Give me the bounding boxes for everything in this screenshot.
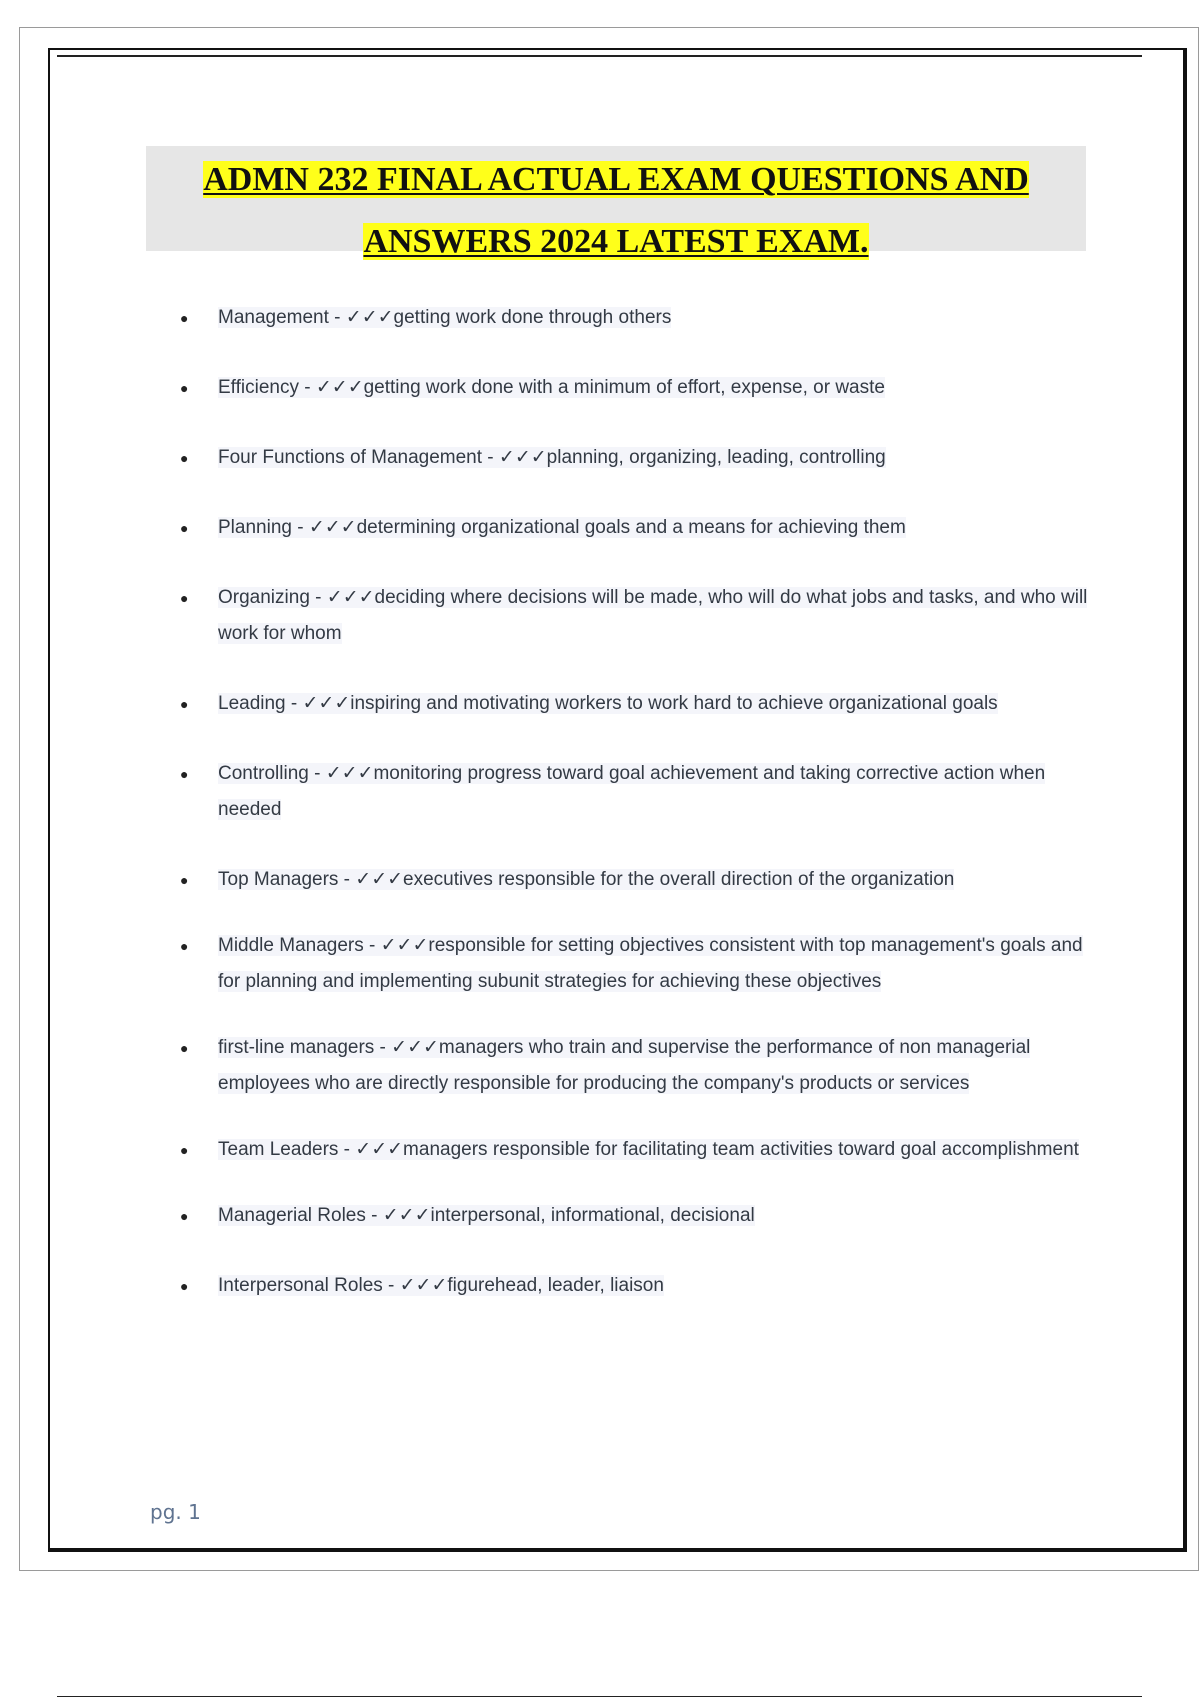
bullet-icon: ● [180,590,189,606]
bullet-icon: ● [180,1278,189,1294]
list-item [178,756,1088,828]
list-item [178,1198,1088,1234]
list-item [178,370,1088,406]
list-item [178,686,1088,722]
top-rule-divider [57,55,1142,57]
list-item [178,1268,1088,1304]
list-item-text: Leading - ✓✓✓inspiring and motivating workers to work hard to achieve organizational goals [218,693,998,714]
list-item-text: Middle Managers - ✓✓✓responsible for setting objectives consistent with top management's goals and for planning and implementing subunit strategies for achieving these objectives [218,935,1083,992]
bullet-icon: ● [180,1142,189,1158]
list-item-text: first-line managers - ✓✓✓managers who train and supervise the performance of non managerial employees who are directly responsible for producing the company's products or services [218,1037,1031,1094]
list-item-text: Top Managers - ✓✓✓executives responsible for the overall direction of the organization [218,869,955,890]
page-number: pg. 1 [150,1500,201,1524]
bullet-icon: ● [180,696,189,712]
list-item-text: Efficiency - ✓✓✓getting work done with a minimum of effort, expense, or waste [218,377,885,398]
list-item [178,1132,1088,1168]
title-line-2-wrapper [146,211,1086,273]
title-line-1-wrapper [146,149,1086,211]
list-item-text: Planning - ✓✓✓determining organizational goals and a means for achieving them [218,517,906,538]
list-item-text: Management - ✓✓✓getting work done through others [218,307,672,328]
list-item-text: Team Leaders - ✓✓✓managers responsible for facilitating team activities toward goal accomplishment [218,1139,1079,1160]
bullet-icon: ● [180,310,189,326]
term-list [178,300,1088,1338]
bottom-rule-divider [57,1696,1142,1697]
list-item-text: Controlling - ✓✓✓monitoring progress toward goal achievement and taking corrective action when needed [218,763,1046,820]
bullet-icon: ● [180,872,189,888]
list-item [178,300,1088,336]
list-item [178,510,1088,546]
bullet-icon: ● [180,766,189,782]
bullet-icon: ● [180,520,189,536]
bullet-icon: ● [180,380,189,396]
list-item [178,1030,1088,1102]
list-item [178,862,1088,898]
list-item [178,928,1088,1000]
list-item-text: Managerial Roles - ✓✓✓interpersonal, informational, decisional [218,1205,755,1226]
bullet-icon: ● [180,938,189,954]
bullet-icon: ● [180,1040,189,1056]
list-item-text: Organizing - ✓✓✓deciding where decisions will be made, who will do what jobs and tasks, and who will work for whom [218,587,1088,644]
list-item-text: Four Functions of Management - ✓✓✓planning, organizing, leading, controlling [218,447,886,468]
list-item [178,440,1088,476]
bullet-icon: ● [180,1208,189,1224]
bullet-icon: ● [180,450,189,466]
title-line-1: ADMN 232 FINAL ACTUAL EXAM QUESTIONS AND [203,161,1029,198]
list-item [178,580,1088,652]
title-line-2: ANSWERS 2024 LATEST EXAM. [363,223,869,260]
list-item-text: Interpersonal Roles - ✓✓✓figurehead, leader, liaison [218,1275,664,1296]
title-band [146,146,1086,260]
